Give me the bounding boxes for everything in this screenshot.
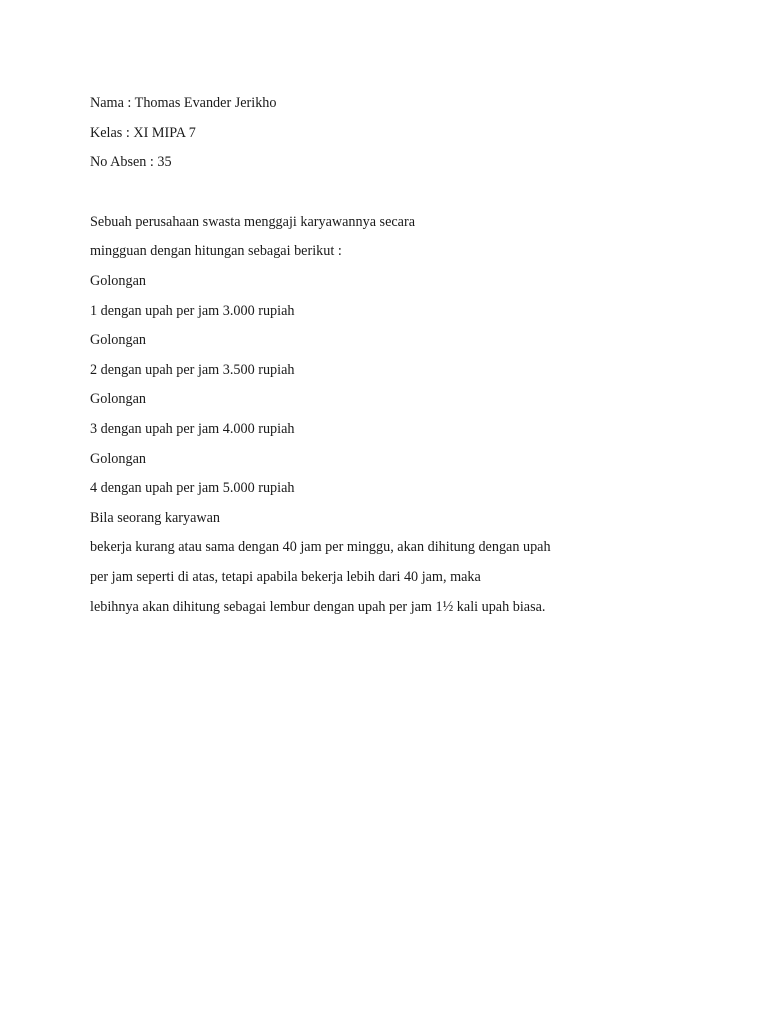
body-line: Golongan bbox=[90, 450, 146, 467]
body-line: Golongan bbox=[90, 391, 146, 408]
body-line: 4 dengan upah per jam 5.000 rupiah bbox=[90, 480, 295, 497]
body-line: Bila seorang karyawan bbox=[90, 509, 221, 526]
document-text bbox=[90, 92, 730, 625]
student-class: Kelas : XI MIPA 7 bbox=[90, 124, 196, 141]
student-name: Nama : Thomas Evander Jerikho bbox=[90, 95, 277, 111]
body-line: lebihnya akan dihitung sebagai lembur dengan upah per jam 1½ kali upah biasa. bbox=[90, 598, 546, 615]
body-line: per jam seperti di atas, tetapi apabila bekerja lebih dari 40 jam, maka bbox=[90, 568, 481, 585]
body-line: bekerja kurang atau sama dengan 40 jam per minggu, akan dihitung dengan upah bbox=[90, 539, 551, 556]
body-line: Golongan bbox=[90, 272, 146, 289]
body-line: 1 dengan upah per jam 3.000 rupiah bbox=[90, 302, 295, 319]
body-line: mingguan dengan hitungan sebagai berikut : bbox=[90, 243, 342, 260]
body-line: Sebuah perusahaan swasta menggaji karyawannya secara bbox=[90, 213, 415, 230]
body-line: 2 dengan upah per jam 3.500 rupiah bbox=[90, 361, 295, 378]
paragraph-gap bbox=[90, 181, 730, 211]
body-line: Golongan bbox=[90, 332, 146, 349]
body-line: 3 dengan upah per jam 4.000 rupiah bbox=[90, 420, 295, 437]
student-number: No Absen : 35 bbox=[90, 154, 172, 171]
